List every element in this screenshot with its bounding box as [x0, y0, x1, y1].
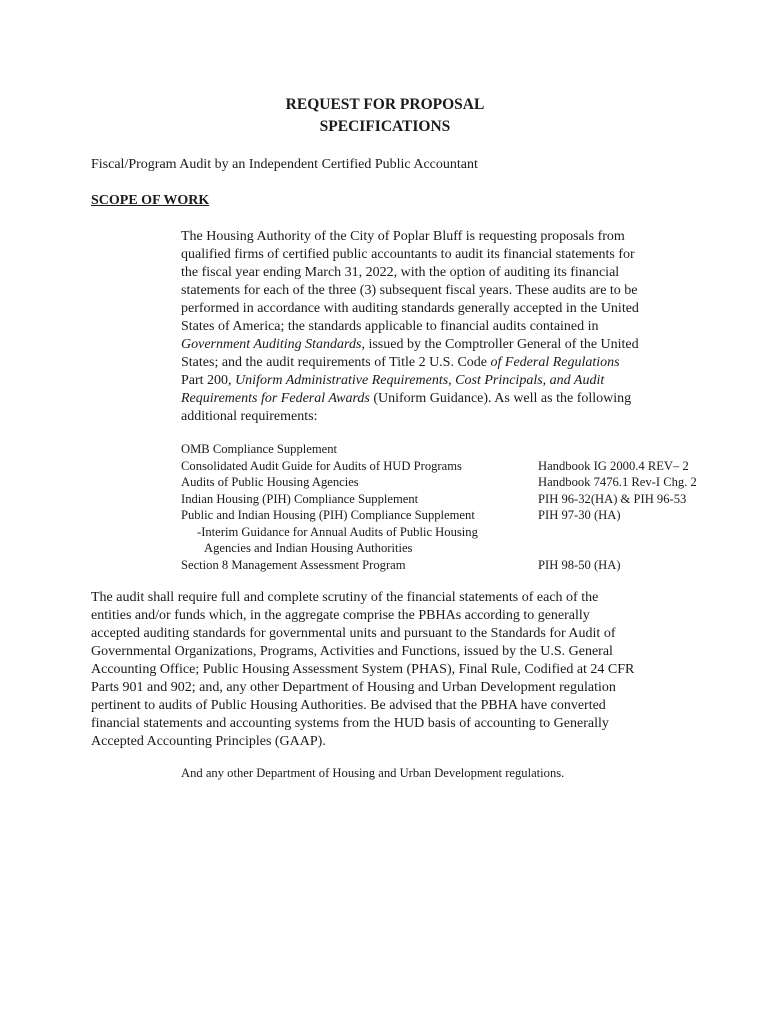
audit-line: Accepted Accounting Principles (GAAP). [91, 734, 326, 749]
requirement-reference: PIH 98-50 (HA) [538, 557, 621, 572]
requirement-item: Section 8 Management Assessment Program [181, 557, 406, 572]
scope-italic: Cost Principals, and Audit [455, 373, 605, 388]
requirement-item: Consolidated Audit Guide for Audits of HUD Programs [181, 458, 462, 473]
scope-line [181, 372, 681, 390]
table-row [181, 441, 697, 458]
scope-text: (Uniform Guidance). As well as the following [369, 391, 632, 406]
closing-statement: And any other Department of Housing and Urban Development regulations. [181, 766, 565, 780]
table-row [181, 474, 697, 491]
scope-italic: of Federal Regulations [490, 355, 620, 370]
scope-line [181, 390, 681, 408]
requirement-item: Public and Indian Housing (PIH) Compliance Supplement [181, 508, 475, 522]
scope-italic: Uniform Administrative Requirements [235, 373, 449, 388]
table-row [181, 524, 697, 541]
requirement-item: Audits of Public Housing Agencies [181, 475, 359, 489]
scope-of-work-paragraph [181, 228, 681, 426]
audit-line: Parts 901 and 902; and, any other Department of Housing and Urban Development regulation [91, 680, 616, 695]
requirement-reference [538, 524, 697, 541]
scope-text: Part 200, [181, 373, 236, 388]
scope-text: , [448, 373, 456, 388]
scope-line: qualified firms of certified public accountants to audit its financial statements for [181, 247, 635, 262]
requirement-reference [538, 540, 697, 557]
audit-line: Accounting Office; Public Housing Assessment System (PHAS), Final Rule, Codified at 24 CFR [91, 662, 635, 677]
table-row [181, 458, 697, 475]
requirement-reference: Handbook IG 2000.4 REV– 2 [538, 458, 689, 473]
scope-italic: Government Auditing Standards [181, 337, 362, 352]
requirement-reference: PIH 96-32(HA) & PIH 96-53 [538, 491, 687, 506]
table-row [181, 557, 697, 574]
audit-line: The audit shall require full and complete scrutiny of the financial statements of each of the [91, 590, 599, 605]
requirement-item: -Interim Guidance for Annual Audits of Public Housing [197, 524, 478, 539]
requirement-reference: PIH 97-30 (HA) [538, 508, 621, 522]
table-row [181, 491, 697, 508]
document-subtitle: Fiscal/Program Audit by an Independent Certified Public Accountant [91, 157, 478, 172]
requirement-item: OMB Compliance Supplement [181, 442, 338, 456]
scope-text: States; and the audit requirements of Title 2 U.S. Code [181, 355, 491, 370]
requirement-reference [538, 441, 697, 458]
table-row [181, 507, 697, 524]
requirement-item: Indian Housing (PIH) Compliance Supplement [181, 491, 419, 506]
audit-line: accepted auditing standards for governmental units and pursuant to the Standards for Audit of [91, 626, 616, 641]
requirement-item: Agencies and Indian Housing Authorities [204, 541, 413, 555]
scope-line: The Housing Authority of the City of Poplar Bluff is requesting proposals from [181, 229, 625, 244]
audit-line: pertinent to audits of Public Housing Authorities. Be advised that the PBHA have converted [91, 698, 606, 713]
scope-line: performed in accordance with auditing standards generally accepted in the United [181, 301, 639, 316]
scope-line [181, 336, 681, 354]
scope-line: statements for each of the three (3) subsequent fiscal years. These audits are to be [181, 283, 638, 298]
audit-line: Governmental Organizations, Programs, Activities and Functions, issued by the U.S. General [91, 644, 613, 659]
scope-line [181, 354, 681, 372]
requirement-reference: Handbook 7476.1 Rev-I Chg. 2 [538, 475, 697, 489]
scope-line: the fiscal year ending March 31, 2022, with the option of auditing its financial [181, 265, 620, 280]
scope-italic: Requirements for Federal Awards [181, 391, 370, 406]
audit-scrutiny-paragraph [91, 589, 691, 751]
audit-line: financial statements and accounting systems from the HUD basis of accounting to Generally [91, 716, 609, 731]
scope-line: additional requirements: [181, 409, 318, 424]
scope-text: , issued by the Comptroller General of the United [361, 337, 639, 352]
document-title-line1: REQUEST FOR PROPOSAL [285, 96, 485, 113]
requirements-table [181, 441, 697, 573]
scope-of-work-heading: SCOPE OF WORK [91, 193, 210, 208]
audit-line: entities and/or funds which, in the aggregate comprise the PBHAs according to generally [91, 608, 590, 623]
table-row [181, 540, 697, 557]
scope-line: States of America; the standards applicable to financial audits contained in [181, 319, 599, 334]
document-title-line2: SPECIFICATIONS [319, 118, 451, 135]
